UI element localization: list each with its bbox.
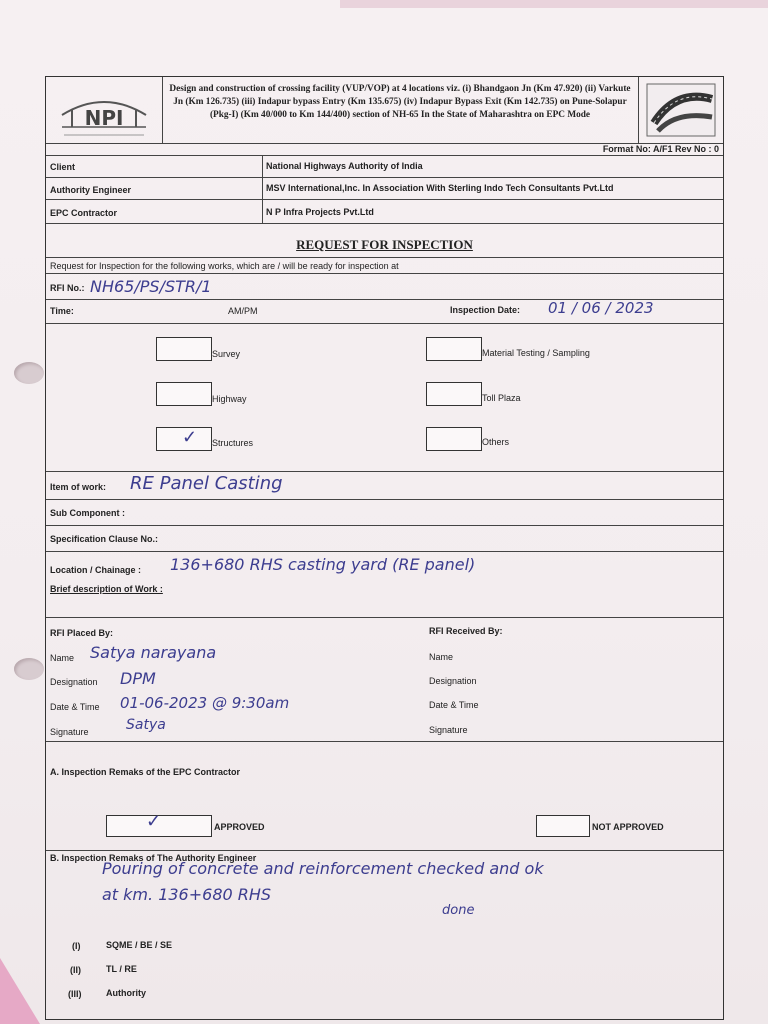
signatory-1-label: SQME / BE / SE (106, 940, 173, 950)
client-label: Client (50, 162, 76, 172)
logo-text: NPI (84, 106, 124, 130)
paper-corner (0, 958, 40, 1024)
punch-hole-icon (14, 362, 44, 384)
brief-description-label: Brief description of Work : (50, 584, 163, 594)
highway-checkbox[interactable] (156, 382, 212, 406)
highway-label: Highway (212, 394, 247, 404)
others-checkbox[interactable] (426, 427, 482, 451)
not-approved-label: NOT APPROVED (592, 822, 664, 832)
placed-name-label: Name (50, 653, 75, 663)
authority-engineer-label: Authority Engineer (50, 185, 132, 195)
structures-label: Structures (212, 438, 254, 448)
survey-checkbox[interactable] (156, 337, 212, 361)
received-signature-label: Signature (429, 725, 468, 735)
placed-designation-value[interactable]: DPM (120, 669, 156, 688)
approved-label: APPROVED (214, 822, 265, 832)
structures-tick-icon: ✓ (182, 427, 198, 447)
signatory-3-label: Authority (106, 988, 146, 998)
signatory-2-label: TL / RE (106, 964, 137, 974)
specification-clause-label: Specification Clause No.: (50, 534, 159, 544)
epc-contractor-value: N P Infra Projects Pvt.Ltd (266, 207, 374, 217)
inspection-date-label: Inspection Date: (450, 305, 521, 315)
request-intro: Request for Inspection for the following works, which are / will be ready for inspection at (50, 261, 399, 271)
epc-contractor-label: EPC Contractor (50, 208, 118, 218)
rfi-received-by-heading: RFI Received By: (429, 626, 503, 636)
location-chainage-value[interactable]: 136+680 RHS casting yard (RE panel) (170, 555, 476, 574)
item-of-work-label: Item of work: (50, 482, 107, 492)
sub-component-label: Sub Component : (50, 508, 125, 518)
rfi-number-label: RFI No.: (50, 283, 85, 293)
paper-fold (340, 0, 768, 8)
inspection-date-value[interactable]: 01 / 06 / 2023 (548, 299, 654, 317)
signatory-2-number: (II) (70, 965, 81, 975)
others-label: Others (482, 437, 510, 447)
survey-label: Survey (212, 349, 241, 359)
approved-tick-icon: ✓ (146, 811, 162, 831)
punch-hole-icon (14, 658, 44, 680)
epc-remarks-heading: A. Inspection Remaks of the EPC Contractor (50, 767, 241, 777)
material-testing-label: Material Testing / Sampling (482, 348, 590, 358)
time-label: Time: (50, 306, 74, 316)
placed-designation-label: Designation (50, 677, 98, 687)
received-designation-label: Designation (429, 676, 477, 686)
placed-date-label: Date & Time (50, 702, 100, 712)
rfi-number-value[interactable]: NH65/PS/STR/1 (90, 277, 212, 296)
placed-signature[interactable]: Satya (126, 717, 166, 733)
placed-name-value[interactable]: Satya narayana (90, 643, 217, 662)
client-value: National Highways Authority of India (266, 161, 423, 171)
format-number: Format No: A/F1 Rev No : 0 (602, 144, 719, 154)
material-testing-checkbox[interactable] (426, 337, 482, 361)
toll-plaza-checkbox[interactable] (426, 382, 482, 406)
highway-logo-icon (646, 83, 716, 137)
ae-remarks-line-2[interactable]: at km. 136+680 RHS (102, 885, 272, 904)
am-pm-label: AM/PM (228, 306, 258, 316)
signatory-3-number: (III) (68, 989, 82, 999)
received-date-label: Date & Time (429, 700, 479, 710)
ae-remarks-line-1[interactable]: Pouring of concrete and reinforcement checked and ok (102, 859, 544, 878)
received-name-label: Name (429, 652, 454, 662)
rfi-placed-by-heading: RFI Placed By: (50, 628, 114, 638)
ae-remarks-line-3[interactable]: done (442, 903, 475, 918)
toll-plaza-label: Toll Plaza (482, 393, 521, 403)
item-of-work-value[interactable]: RE Panel Casting (130, 473, 283, 494)
not-approved-checkbox[interactable] (536, 815, 590, 837)
inspection-form (45, 76, 724, 1020)
authority-engineer-value: MSV International,Inc. In Association With Sterling Indo Tech Consultants Pvt.Ltd (266, 183, 614, 193)
ae-remarks-heading: B. Inspection Remaks of The Authority Engineer (50, 853, 257, 863)
project-title: Design and construction of crossing facility (VUP/VOP) at 4 locations viz. (i) Bhandgaon Jn (Km 47.920) (ii) Varkute Jn (Km 126.735) (iii) Indapur bypass Entry (Km 135.675) (iv) Indapur Bypass Exit (Km 142.735) on Pune-Solapur (Pkg-I) (Km 40/000 to Km 144/400) section of NH-65 In the State of Maharashtra on EPC Mode (169, 84, 631, 120)
location-chainage-label: Location / Chainage : (50, 565, 142, 575)
form-heading: REQUEST FOR INSPECTION (296, 237, 473, 252)
placed-signature-label: Signature (50, 727, 89, 737)
npi-logo (54, 85, 154, 141)
placed-date-value[interactable]: 01-06-2023 @ 9:30am (120, 694, 290, 712)
signatory-1-number: (I) (72, 941, 81, 951)
